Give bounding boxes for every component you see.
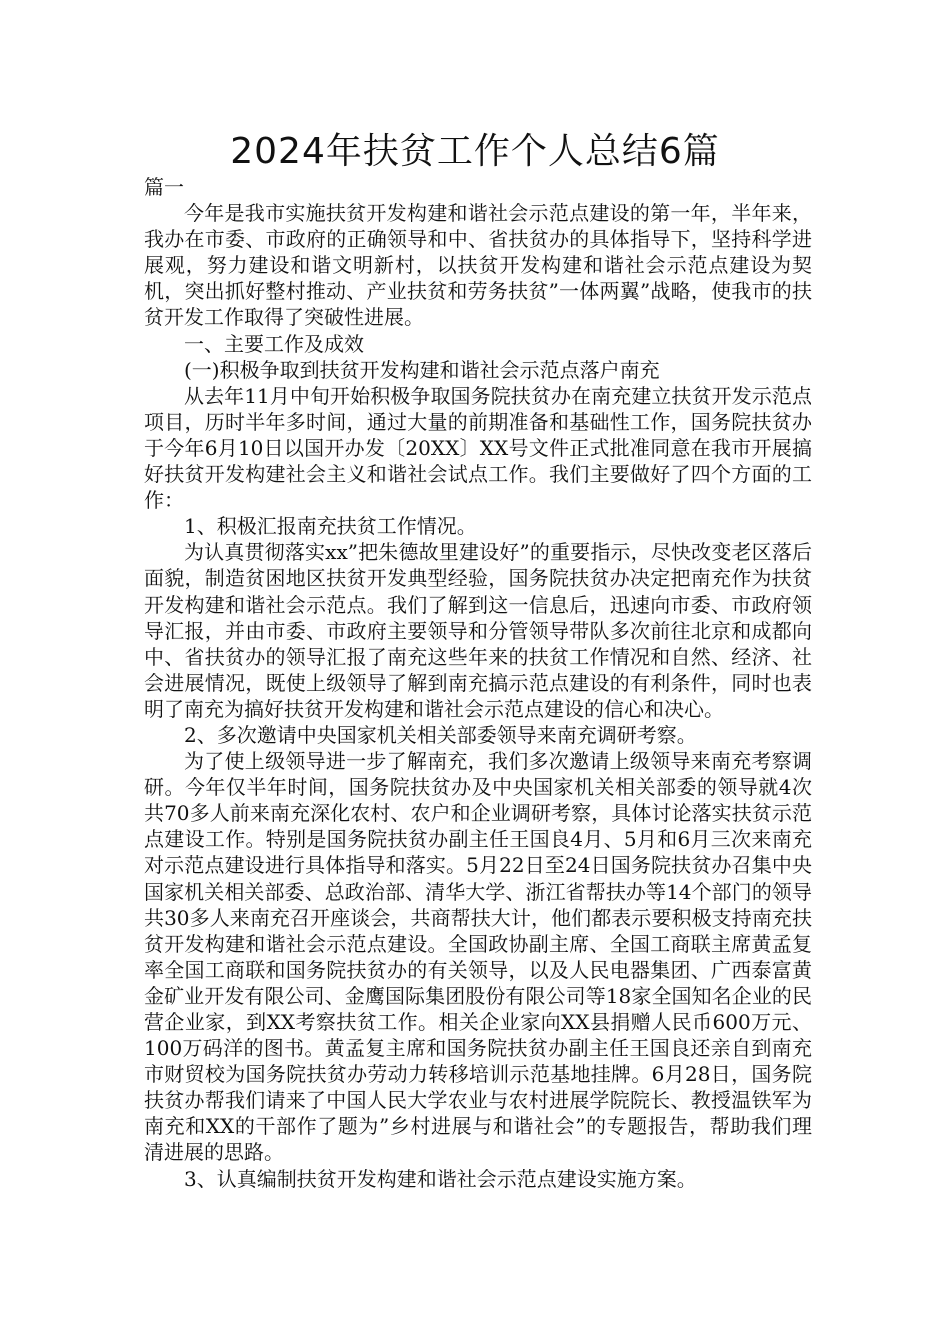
heading-main-work: 一、主要工作及成效 (184, 331, 364, 356)
paragraph-2: 为认真贯彻落实xx”把朱德故里建设好”的重要指示，尽快改变老区落后面貌，制造贫困地区扶贫开发典型经验，国务院扶贫办决定把南充作为扶贫开发构建和谐社会示范点。我们了解到这一信息后，迅速向市委、市政府领导汇报，并由市委、市政府主要领导和分管领导带队多次前往北京和成都向中、省扶贫办的领导汇报了南充这些年来的扶贫工作情况和自然、经济、社会进展情况，既使上级领导了解到南充搞示范点建设的有利条件，同时也表明了南充为搞好扶贫开发构建和谐社会示范点建设的信心和决心。 (144, 540, 812, 721)
paragraph-intro: 今年是我市实施扶贫开发构建和谐社会示范点建设的第一年，半年来，我办在市委、市政府的正确领导和中、省扶贫办的具体指导下，坚持科学进展观，努力建设和谐文明新村，以扶贫开发构建和谐社会示范点建设为契机，突出抓好整村推动、产业扶贫和劳务扶贫”一体两翼”战略，使我市的扶贫开发工作取得了突破性进展。 (144, 201, 812, 330)
document-title: 2024年扶贫工作个人总结6篇 (230, 131, 720, 172)
section-label: 篇一 (144, 175, 184, 199)
item-2-heading: 2、多次邀请中央国家机关相关部委领导来南充调研考察。 (184, 722, 697, 747)
paragraph-3: 为了使上级领导进一步了解南充，我们多次邀请上级领导来南充考察调研。今年仅半年时间，国务院扶贫办及中央国家机关相关部委的领导就4次共70多人前来南充深化农村、农户和企业调研考察，具体讨论落实扶贫示范点建设工作。特别是国务院扶贫办副主任王国良4月、5月和6月三次来南充对示范点建设进行具体指导和落实。5月22日至24日国务院扶贫办召集中央国家机关相关部委、总政治部、清华大学、浙江省帮扶办等14个部门的领导共30多人来南充召开座谈会，共商帮扶大计，他们都表示要积极支持南充扶贫开发构建和谐社会示范点建设。全国政协副主席、全国工商联主席黄孟复率全国工商联和国务院扶贫办的有关领导，以及人民电器集团、广西泰富黄金矿业开发有限公司、金鹰国际集团股份有限公司等18家全国知名企业的民营企业家，到XX考察扶贫工作。相关企业家向XX县捐赠人民币600万元、100万码洋的图书。黄孟复主席和国务院扶贫办副主任王国良还亲自到南充市财贸校为国务院扶贫办劳动力转移培训示范基地挂牌。6月28日，国务院扶贫办帮我们请来了中国人民大学农业与农村进展学院院长、教授温铁军为南充和XX的干部作了题为”乡村进展与和谐社会”的专题报告，帮助我们理清进展的思路。 (144, 749, 812, 1165)
item-1-heading: 1、积极汇报南充扶贫工作情况。 (184, 514, 477, 539)
document-body (144, 174, 812, 1192)
paragraph-1: 从去年11月中旬开始积极争取国务院扶贫办在南充建立扶贫开发示范点项目，历时半年多时间，通过大量的前期准备和基础性工作，国务院扶贫办于今年6月10日以国开办发〔20XX〕XX号文件正式批准同意在我市开展搞好扶贫开发构建社会主义和谐社会试点工作。我们主要做好了四个方面的工作： (144, 383, 812, 513)
item-3-heading: 3、认真编制扶贫开发构建和谐社会示范点建设实施方案。 (184, 1166, 697, 1191)
subheading-1: (一)积极争取到扶贫开发构建和谐社会示范点落户南充 (184, 357, 660, 382)
